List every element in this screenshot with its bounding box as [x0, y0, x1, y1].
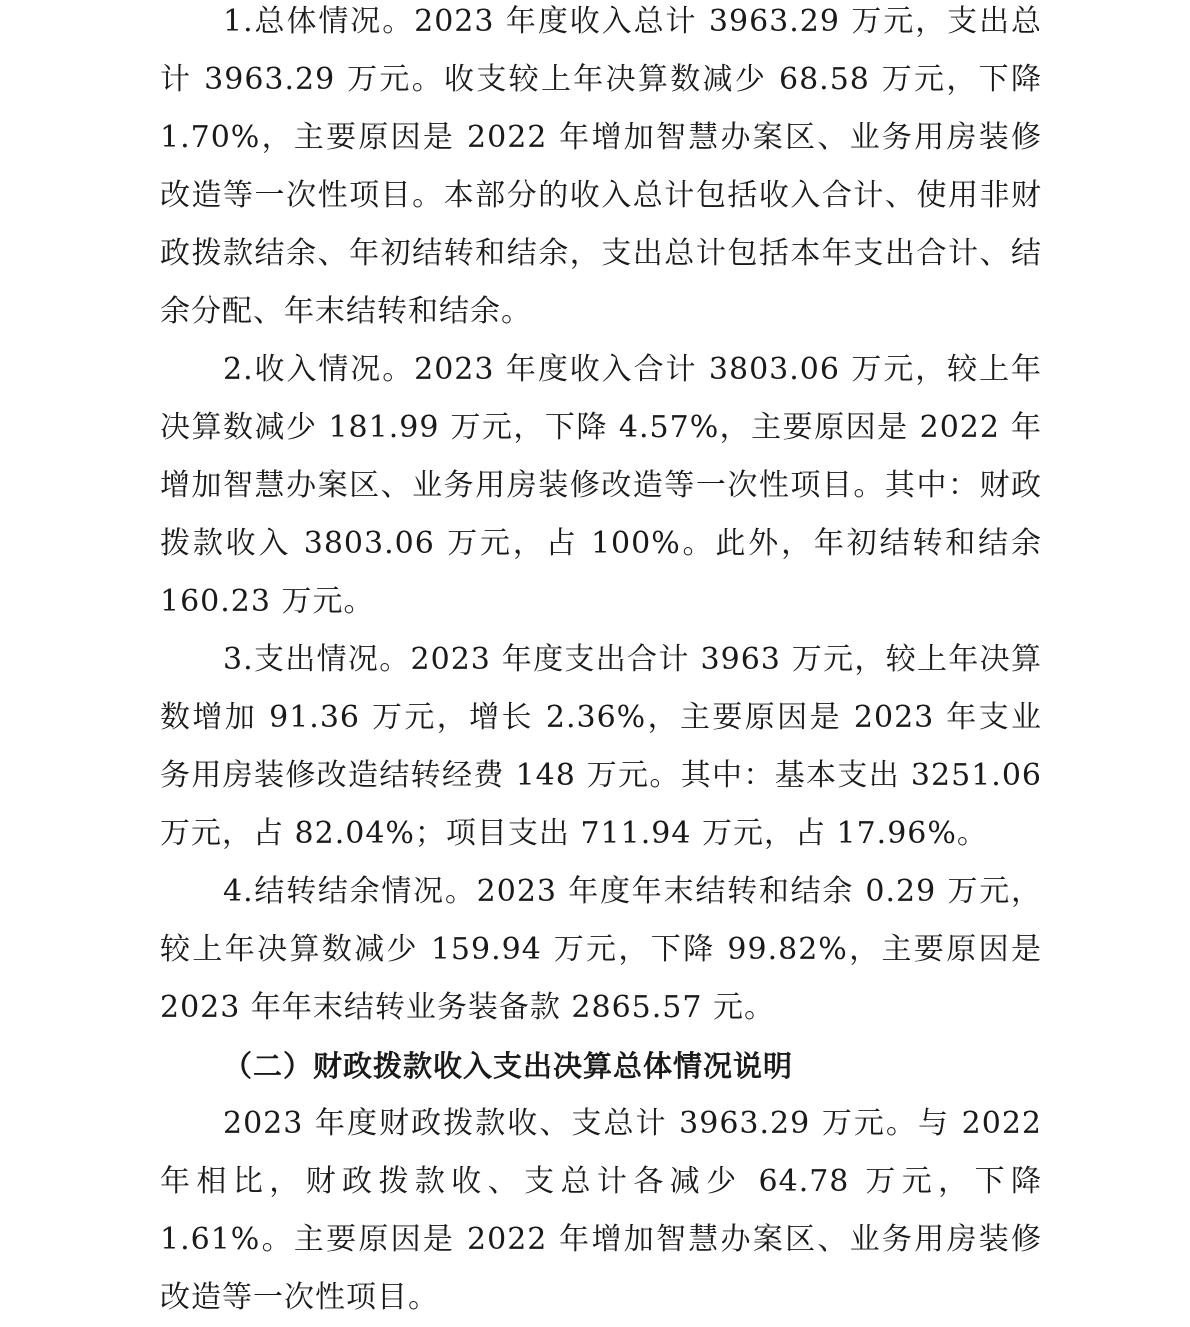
paragraph-fiscal-appropriation: 2023 年度财政拨款收、支总计 3963.29 万元。与 2022 年相比，财政拨款收、支总计各减少 64.78 万元，下降 1.61%。主要原因是 2022 年增加智慧办案区、业务用房装修改造等一次性项目。 [160, 1106, 1042, 1315]
paragraph-carryover: 4.结转结余情况。2023 年度年末结转和结余 0.29 万元，较上年决算数减少 159.94 万元，下降 99.82%，主要原因是 2023 年年末结转业务装备款 2865.57 元。 [160, 874, 1042, 1025]
document-page [160, 0, 1042, 1315]
paragraph-overall: 1.总体情况。2023 年度收入总计 3963.29 万元，支出总计 3963.29 万元。收支较上年决算数减少 68.58 万元，下降 1.70%，主要原因是 2022 年增加智慧办案区、业务用房装修改造等一次性项目。本部分的收入总计包括收入合计、使用非财政拨款结余、年初结转和结余，支出总计包括本年支出合计、结余分配、年末结转和结余。 [160, 4, 1042, 329]
paragraph-income: 2.收入情况。2023 年度收入合计 3803.06 万元，较上年决算数减少 181.99 万元，下降 4.57%，主要原因是 2022 年增加智慧办案区、业务用房装修改造等一次性项目。其中：财政拨款收入 3803.06 万元，占 100%。此外，年初结转和结余 160.23 万元。 [160, 352, 1042, 619]
paragraph-expenditure: 3.支出情况。2023 年度支出合计 3963 万元，较上年决算数增加 91.36 万元，增长 2.36%，主要原因是 2023 年支业务用房装修改造结转经费 148 万元。其中：基本支出 3251.06 万元，占 82.04%；项目支出 711.94 万元，占 17.96%。 [160, 642, 1042, 851]
section-heading: （二）财政拨款收入支出决算总体情况说明 [223, 1049, 794, 1083]
